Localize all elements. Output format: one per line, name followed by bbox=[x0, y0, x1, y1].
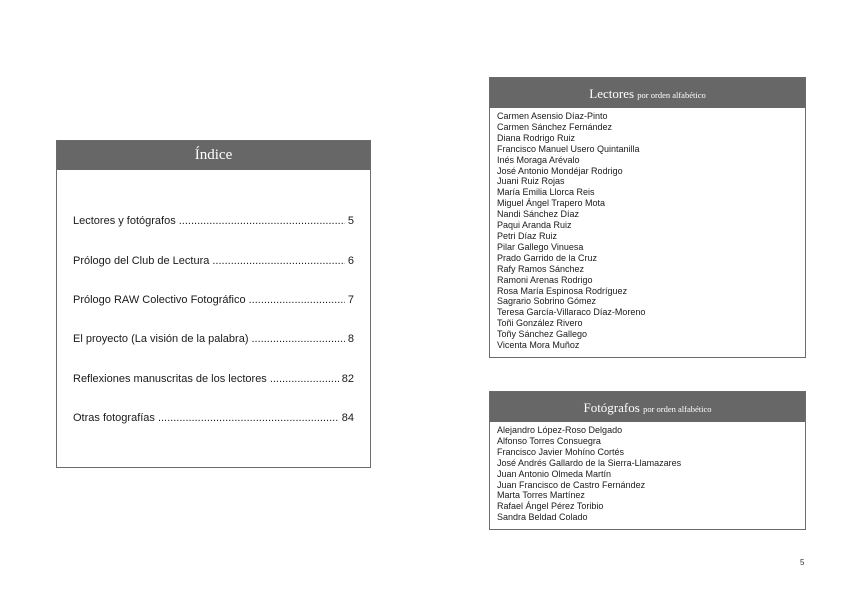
readers-title: Lectores bbox=[589, 86, 635, 101]
photographers-box bbox=[489, 391, 806, 530]
toc-entry-label: Prólogo del Club de Lectura bbox=[73, 255, 210, 267]
list-item: Juan Francisco de Castro Fernández bbox=[497, 479, 646, 490]
list-item: Vicenta Mora Muñoz bbox=[497, 340, 580, 351]
list-item: Teresa García-Villaraco Díaz-Moreno bbox=[497, 307, 646, 318]
list-item: Diana Rodrigo Ruiz bbox=[497, 132, 576, 143]
readers-box bbox=[489, 77, 806, 358]
toc-entry-page: 7 bbox=[347, 294, 354, 306]
toc-dot-leader bbox=[251, 332, 344, 346]
list-item: Sagrario Sobrino Gómez bbox=[497, 296, 597, 307]
toc-dot-leader bbox=[212, 254, 345, 268]
readers-subtitle: por orden alfabético bbox=[637, 90, 706, 100]
toc-dot-leader bbox=[249, 293, 345, 307]
toc-entry bbox=[73, 332, 354, 346]
list-item: Francisco Manuel Usero Quintanilla bbox=[497, 143, 640, 154]
list-item: Nandi Sánchez Díaz bbox=[497, 209, 580, 220]
list-item: Juan Antonio Olmeda Martín bbox=[497, 468, 612, 479]
list-item: Rafael Ángel Pérez Toribio bbox=[497, 501, 604, 512]
photographers-title: Fotógrafos bbox=[583, 400, 640, 415]
list-item: María Emilia Llorca Reis bbox=[497, 187, 595, 198]
list-item: Sandra Beldad Colado bbox=[497, 512, 588, 523]
toc-entry-page: 82 bbox=[341, 373, 354, 385]
toc-entry-label: El proyecto (La visión de la palabra) bbox=[73, 333, 249, 345]
list-item: Juani Ruiz Rojas bbox=[497, 176, 565, 187]
photographers-header bbox=[490, 392, 805, 422]
list-item: Ramoni Arenas Rodrigo bbox=[497, 274, 593, 285]
list-item: Toñi González Rivero bbox=[497, 318, 583, 329]
toc-entry bbox=[73, 214, 354, 228]
list-item: Carmen Sánchez Fernández bbox=[497, 121, 613, 132]
toc-entry-label: Prólogo RAW Colectivo Fotográfico bbox=[73, 294, 246, 306]
list-item: Prado Garrido de la Cruz bbox=[497, 252, 598, 263]
toc-dot-leader bbox=[179, 214, 345, 228]
toc-entry-page: 84 bbox=[341, 412, 354, 424]
toc-entry-page: 5 bbox=[347, 215, 354, 227]
photographers-list bbox=[490, 422, 805, 523]
toc-entry-page: 6 bbox=[347, 255, 354, 267]
toc-dot-leader bbox=[270, 372, 339, 386]
list-item: Rosa María Espinosa Rodríguez bbox=[497, 285, 628, 296]
page-number: 5 bbox=[800, 558, 805, 567]
photographers-subtitle: por orden alfabético bbox=[643, 404, 712, 414]
toc-entry-page: 8 bbox=[347, 333, 354, 345]
toc-entry bbox=[73, 293, 354, 307]
toc-entry bbox=[73, 372, 354, 386]
toc-entry bbox=[73, 254, 354, 268]
list-item: Carmen Asensio Díaz-Pinto bbox=[497, 111, 608, 121]
toc-entry-label: Otras fotografías bbox=[73, 412, 155, 424]
list-item: Paqui Aranda Ruiz bbox=[497, 220, 572, 231]
list-item: Miguel Ángel Trapero Mota bbox=[497, 198, 606, 209]
readers-header bbox=[490, 78, 805, 108]
list-item: Marta Torres Martínez bbox=[497, 490, 585, 501]
list-item: José Antonio Mondéjar Rodrigo bbox=[497, 165, 623, 176]
readers-list bbox=[490, 108, 805, 351]
list-item: Alejandro López-Roso Delgado bbox=[497, 425, 623, 435]
index-box bbox=[56, 140, 371, 468]
toc-entry bbox=[73, 411, 354, 425]
list-item: Alfonso Torres Consuegra bbox=[497, 435, 601, 446]
toc-dot-leader bbox=[158, 411, 339, 425]
list-item: José Andrés Gallardo de la Sierra-Llamazares bbox=[497, 457, 682, 468]
list-item: Inés Moraga Arévalo bbox=[497, 154, 580, 165]
list-item: Petri Díaz Ruiz bbox=[497, 230, 558, 241]
index-title: Índice bbox=[57, 141, 370, 170]
list-item: Rafy Ramos Sánchez bbox=[497, 263, 585, 274]
toc-entry-label: Lectores y fotógrafos bbox=[73, 215, 176, 227]
list-item: Pilar Gallego Vinuesa bbox=[497, 241, 584, 252]
toc-entry-label: Reflexiones manuscritas de los lectores bbox=[73, 373, 267, 385]
list-item: Toñy Sánchez Gallego bbox=[497, 329, 588, 340]
list-item: Francisco Javier Mohíno Cortés bbox=[497, 446, 625, 457]
